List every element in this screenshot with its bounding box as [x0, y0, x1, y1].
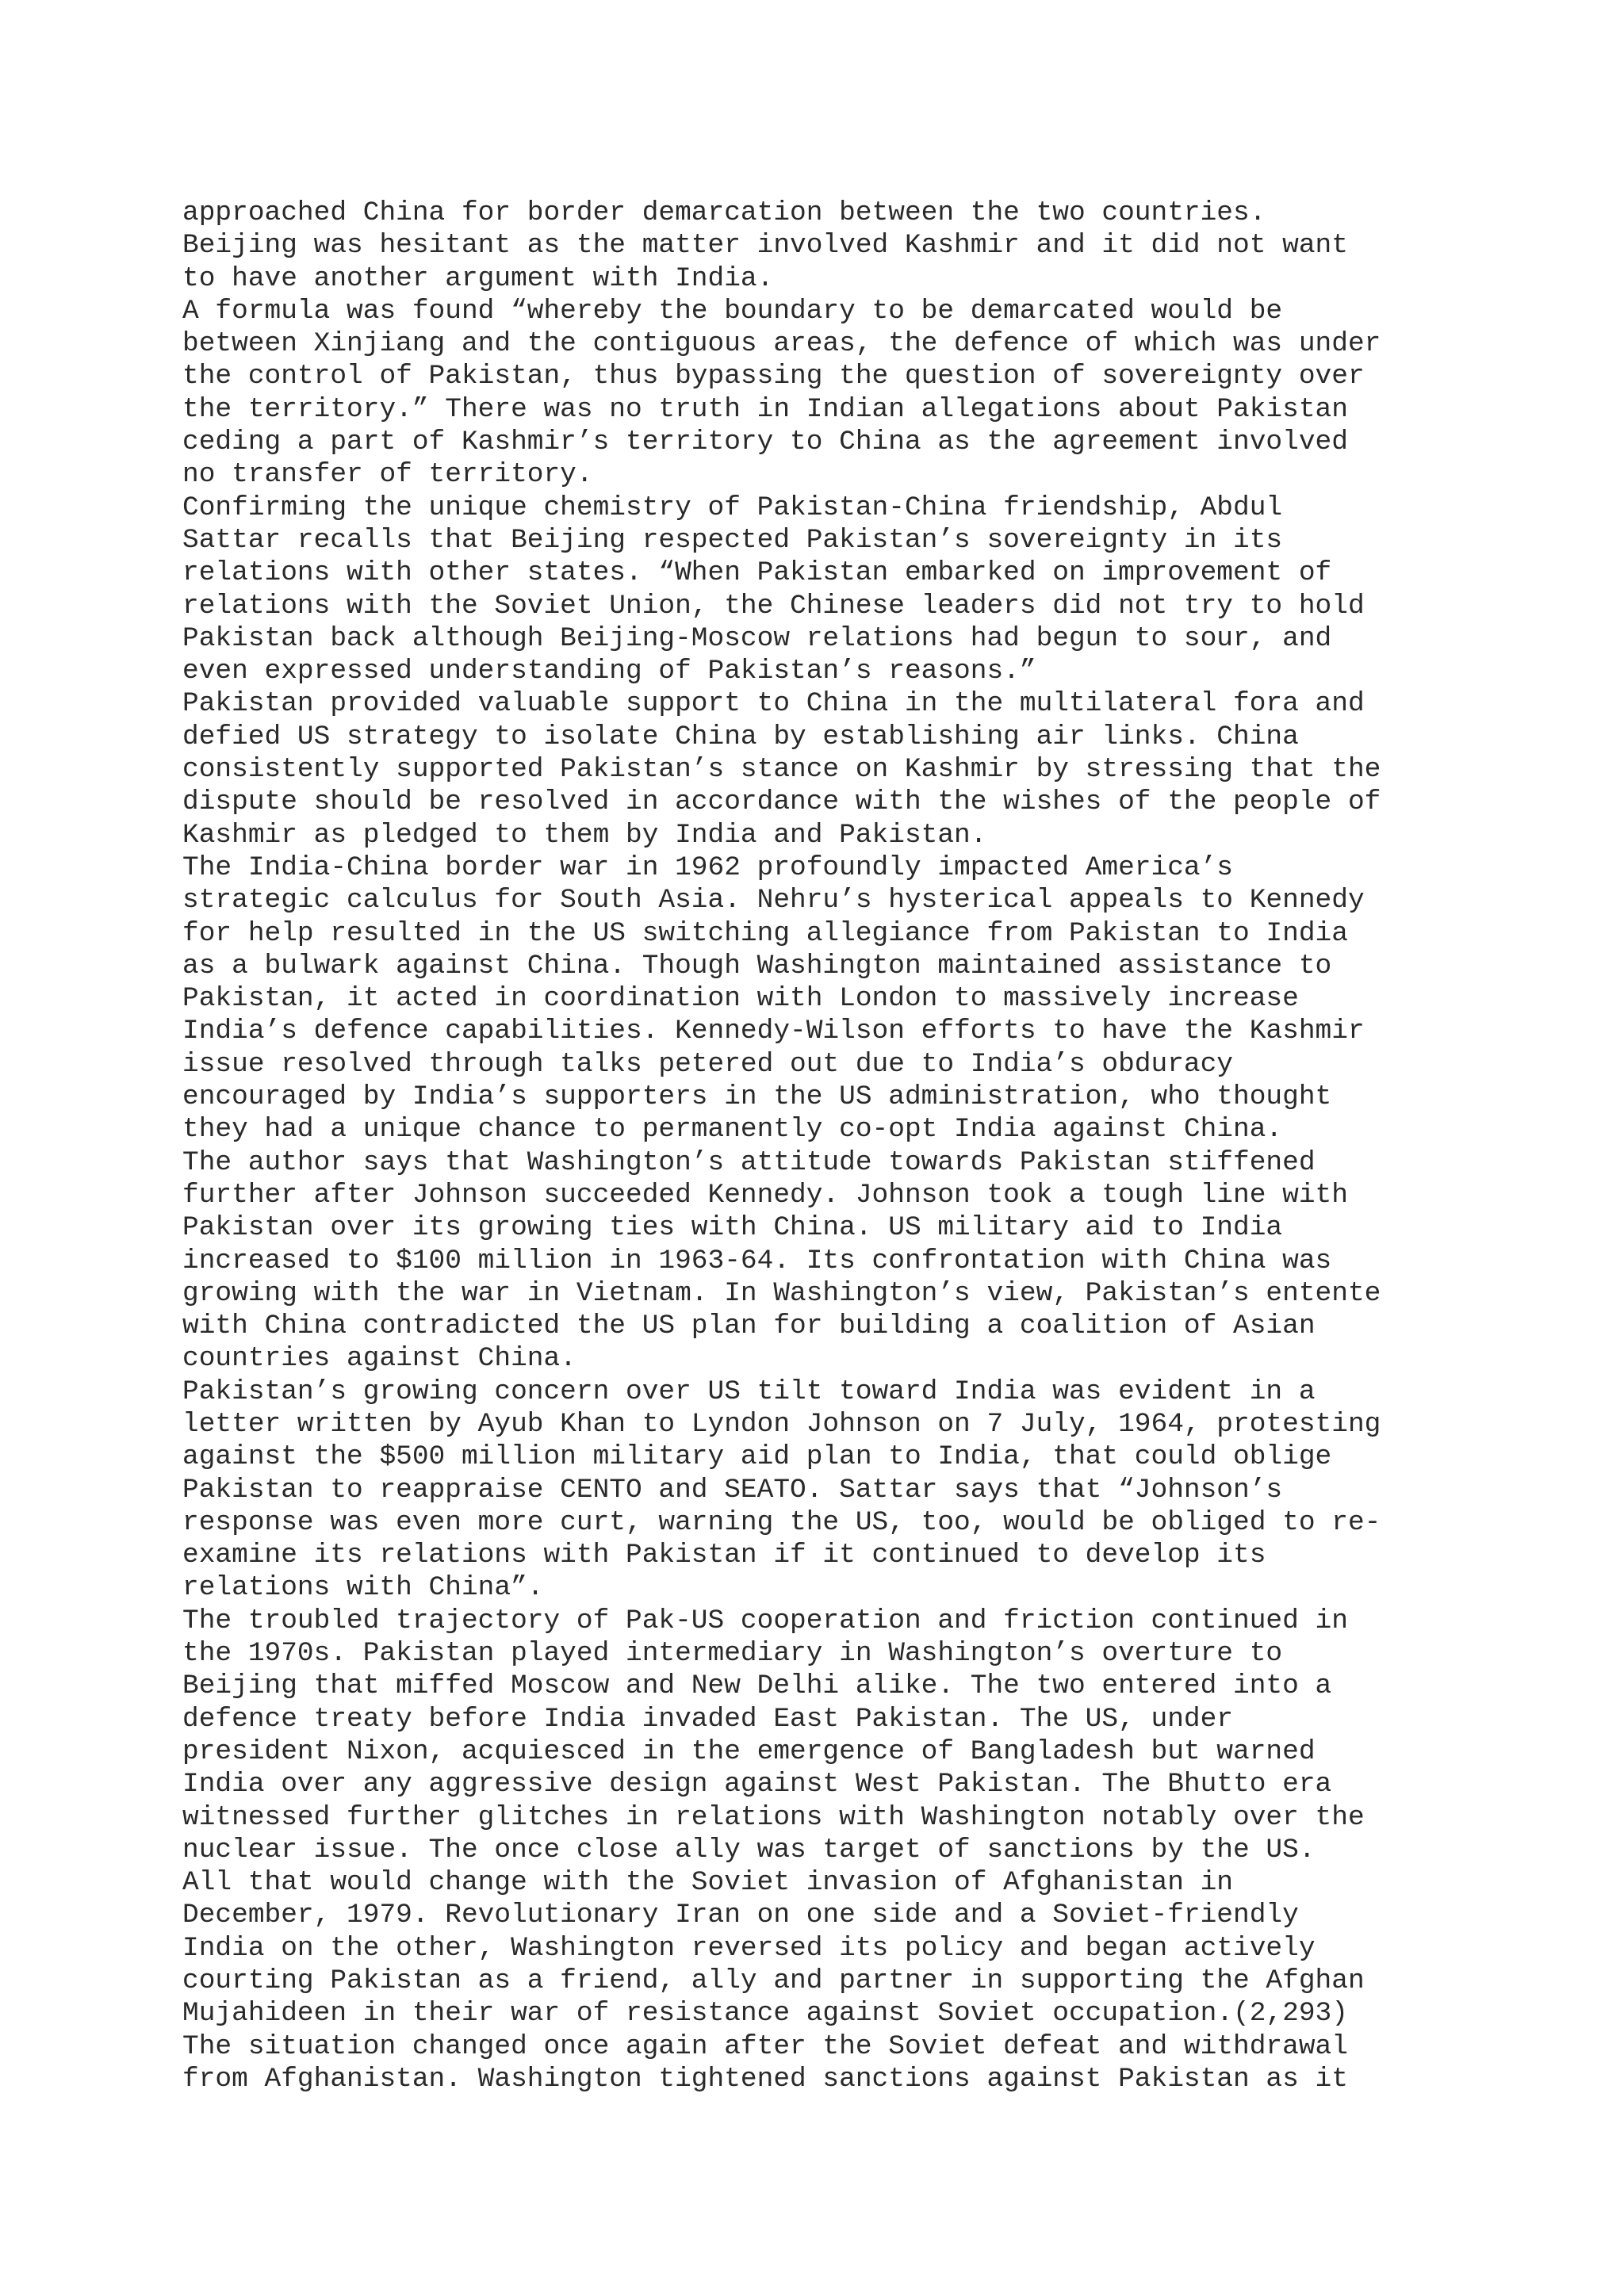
text-line: Pakistan to reappraise CENTO and SEATO. Sattar says that “Johnson’s: [182, 1474, 1283, 1506]
text-line: Kashmir as pledged to them by India and Pakistan.: [182, 819, 987, 851]
text-line: relations with the Soviet Union, the Chinese leaders did not try to hold: [182, 590, 1365, 622]
text-line: The author says that Washington’s attitude towards Pakistan stiffened: [182, 1146, 1316, 1178]
text-line: even expressed understanding of Pakistan’s reasons.”: [182, 656, 1036, 687]
text-line: Pakistan’s growing concern over US tilt toward India was evident in a: [182, 1376, 1316, 1407]
text-line: countries against China.: [182, 1343, 576, 1375]
text-line: ceding a part of Kashmir’s territory to China as the agreement involved: [182, 427, 1348, 458]
text-line: nuclear issue. The once close ally was target of sanctions by the US.: [182, 1834, 1316, 1866]
text-line: president Nixon, acquiesced in the emergence of Bangladesh but warned: [182, 1735, 1316, 1767]
text-line: response was even more curt, warning the US, too, would be obliged to re-: [182, 1506, 1381, 1538]
text-line: December, 1979. Revolutionary Iran on one side and a Soviet-friendly: [182, 1900, 1299, 1931]
text-line: encouraged by India’s supporters in the US administration, who thought: [182, 1081, 1332, 1113]
text-line: Beijing was hesitant as the matter involved Kashmir and it did not want: [182, 230, 1348, 262]
text-line: the 1970s. Pakistan played intermediary in Washington’s overture to: [182, 1638, 1283, 1670]
text-line: India on the other, Washington reversed its policy and began actively: [182, 1932, 1316, 1964]
text-line: to have another argument with India.: [182, 262, 774, 294]
text-line: India’s defence capabilities. Kennedy-Wilson efforts to have the Kashmir: [182, 1016, 1365, 1047]
text-line: issue resolved through talks petered out due to India’s obduracy: [182, 1048, 1234, 1080]
body-text: [182, 197, 1483, 2095]
text-line: they had a unique chance to permanently co-opt India against China.: [182, 1114, 1283, 1146]
text-line: Confirming the unique chemistry of Pakistan-China friendship, Abdul: [182, 492, 1283, 523]
text-line: growing with the war in Vietnam. In Washington’s view, Pakistan’s entente: [182, 1277, 1381, 1309]
text-line: the territory.” There was no truth in Indian allegations about Pakistan: [182, 393, 1348, 425]
text-line: letter written by Ayub Khan to Lyndon Johnson on 7 July, 1964, protesting: [182, 1408, 1381, 1440]
text-line: strategic calculus for South Asia. Nehru’s hysterical appeals to Kennedy: [182, 885, 1365, 916]
text-line: examine its relations with Pakistan if it continued to develop its: [182, 1540, 1266, 1571]
text-line: for help resulted in the US switching allegiance from Pakistan to India: [182, 917, 1348, 949]
text-line: witnessed further glitches in relations with Washington notably over the: [182, 1801, 1365, 1833]
text-line: defied US strategy to isolate China by establishing air links. China: [182, 721, 1299, 752]
text-line: with China contradicted the US plan for building a coalition of Asian: [182, 1311, 1316, 1342]
text-line: The troubled trajectory of Pak-US cooperation and friction continued in: [182, 1605, 1348, 1636]
text-line: approached China for border demarcation between the two countries.: [182, 197, 1266, 228]
text-line: further after Johnson succeeded Kennedy. Johnson took a tough line with: [182, 1179, 1348, 1211]
text-line: no transfer of territory.: [182, 459, 593, 491]
text-line: A formula was found “whereby the boundary to be demarcated would be: [182, 295, 1283, 327]
text-line: consistently supported Pakistan’s stance on Kashmir by stressing that the: [182, 754, 1381, 786]
text-line: The India-China border war in 1962 profoundly impacted America’s: [182, 851, 1234, 883]
text-line: as a bulwark against China. Though Washington maintained assistance to: [182, 950, 1332, 982]
text-line: All that would change with the Soviet invasion of Afghanistan in: [182, 1867, 1234, 1899]
text-line: The situation changed once again after the Soviet defeat and withdrawal: [182, 2030, 1348, 2062]
text-line: Pakistan provided valuable support to China in the multilateral fora and: [182, 688, 1365, 720]
text-line: relations with other states. “When Pakistan embarked on improvement of: [182, 557, 1332, 589]
text-line: courting Pakistan as a friend, ally and partner in supporting the Afghan: [182, 1965, 1365, 1997]
text-line: between Xinjiang and the contiguous areas, the defence of which was under: [182, 328, 1381, 360]
text-line: defence treaty before India invaded East Pakistan. The US, under: [182, 1703, 1234, 1735]
text-line: Sattar recalls that Beijing respected Pakistan’s sovereignty in its: [182, 524, 1283, 556]
text-line: Pakistan back although Beijing-Moscow relations had begun to sour, and: [182, 622, 1332, 654]
text-line: Pakistan over its growing ties with China. US military aid to India: [182, 1212, 1283, 1244]
text-line: relations with China”.: [182, 1572, 544, 1604]
text-line: India over any aggressive design against West Pakistan. The Bhutto era: [182, 1769, 1332, 1800]
text-line: against the $500 million military aid plan to India, that could oblige: [182, 1441, 1332, 1473]
text-line: dispute should be resolved in accordance with the wishes of the people of: [182, 786, 1381, 818]
text-line: increased to $100 million in 1963-64. Its confrontation with China was: [182, 1245, 1332, 1276]
text-line: Mujahideen in their war of resistance against Soviet occupation.(2,293): [182, 1998, 1348, 2030]
text-line: Beijing that miffed Moscow and New Delhi alike. The two entered into a: [182, 1670, 1332, 1702]
text-line: the control of Pakistan, thus bypassing the question of sovereignty over: [182, 361, 1365, 392]
text-line: from Afghanistan. Washington tightened sanctions against Pakistan as it: [182, 2063, 1348, 2095]
text-line: Pakistan, it acted in coordination with London to massively increase: [182, 983, 1299, 1015]
